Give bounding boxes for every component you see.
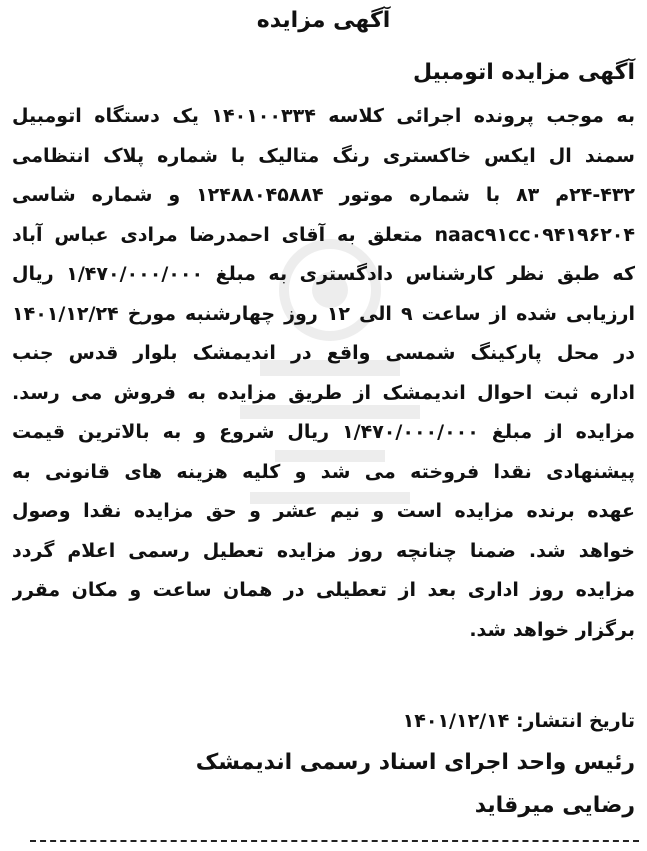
notice-body-line: به موجب پرونده اجرائی کلاسه ۱۴۰۱۰۰۳۳۴ یک دستگاه اتومبیل (12, 105, 635, 127)
bottom-divider (30, 840, 639, 842)
notice-body (12, 99, 635, 652)
notice-body-line: سمند ال ایکس خاکستری رنگ متالیک با شماره پلاک انتظامی (12, 144, 635, 167)
notice-body-line: عهده برنده مزایده است و نیم عشر و حق مزایده نقدا وصول (12, 500, 635, 522)
notice-body-line: مزایده از مبلغ ۱/۴۷۰/۰۰۰/۰۰۰ ریال شروع و به بالاترین قیمت (12, 421, 635, 443)
signer-name: رضایی میرقاید (474, 793, 635, 818)
notice-body-line: در محل پارکینگ شمسی واقع در اندیمشک بلوار قدس جنب (12, 342, 635, 364)
notice-body-line: اداره ثبت احوال اندیمشک از طریق مزایده به فروش می رسد. (12, 381, 635, 404)
notice-body-line: naac۹۱cc۰۹۴۱۹۶۲۰۴ متعلق به آقای احمدرضا مرادی عباس آباد (12, 223, 635, 246)
notice-body-line: برگزار خواهد شد. (469, 618, 635, 641)
notice-body-line: خواهد شد. ضمنا چنانچه روز مزایده تعطیل رسمی اعلام گردد (12, 539, 635, 562)
notice-subtitle: آگهی مزایده اتومبیل (412, 60, 635, 85)
publish-date: تاریخ انتشار: ۱۴۰۱/۱۲/۱۴ (402, 710, 635, 732)
notice-body-line: ارزیابی شده از ساعت ۹ الی ۱۲ روز چهارشنبه مورخ ۱۴۰۱/۱۲/۲۴ (12, 302, 635, 325)
notice-body-line: که طبق نظر کارشناس دادگستری به مبلغ ۱/۴۷۰/۰۰۰/۰۰۰ ریال (12, 263, 635, 285)
notice-body-line: ۲۴-۴۳۲م ۸۳ با شماره موتور ۱۲۴۸۸۰۴۵۸۸۴ و شماره شاسی (12, 184, 635, 206)
notice-title: آگهی مزایده (256, 8, 391, 33)
notice-body-line: پیشنهادی نقدا فروخته می شد و کلیه هزینه های قانونی به (12, 460, 635, 483)
signer-title: رئیس واحد اجرای اسناد رسمی اندیمشک (195, 750, 635, 775)
notice-body-line: مزایده روز اداری بعد از تعطیلی در همان ساعت و مکان مقرر (12, 579, 635, 601)
